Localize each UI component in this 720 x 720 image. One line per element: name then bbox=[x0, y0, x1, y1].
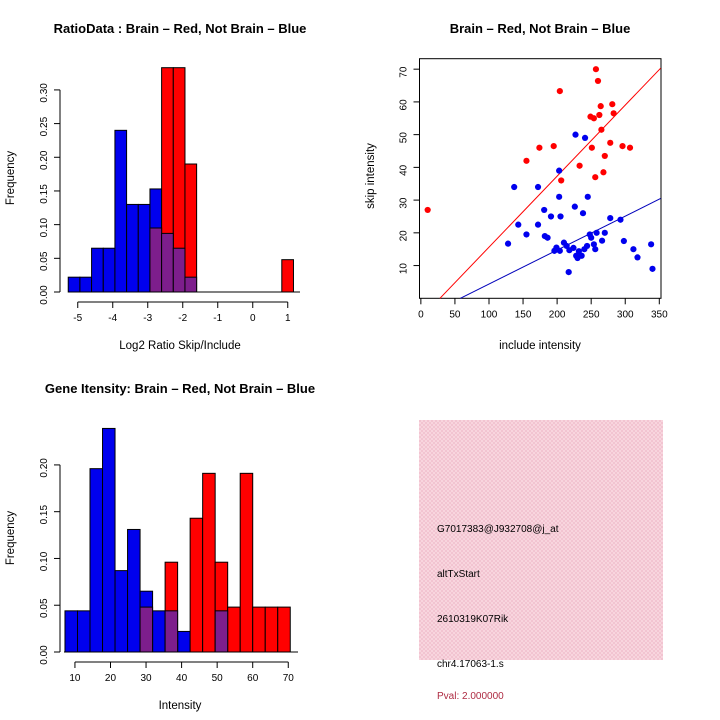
point-not-brain bbox=[541, 207, 547, 213]
y-tick-label: 0.05 bbox=[39, 598, 50, 618]
gene-info-box bbox=[419, 420, 663, 702]
point-brain bbox=[593, 66, 599, 72]
y-tick-label: 0.10 bbox=[39, 551, 50, 572]
hist-bar-not-brain bbox=[103, 428, 116, 652]
x-tick-label: 100 bbox=[480, 309, 498, 321]
point-brain bbox=[589, 145, 595, 151]
x-tick-label: 70 bbox=[282, 673, 294, 684]
gene-hist-xlabel: Intensity bbox=[158, 700, 202, 712]
point-not-brain bbox=[570, 245, 576, 251]
y-tick-label: 0.20 bbox=[39, 458, 50, 478]
x-tick-label: 0 bbox=[418, 309, 424, 321]
x-tick-label: 20 bbox=[104, 673, 117, 684]
hist-bar-not-brain bbox=[178, 631, 191, 652]
y-tick-label: 60 bbox=[398, 99, 410, 111]
panel-gene-intensity-histogram bbox=[0, 360, 360, 720]
hist-bar-not-brain bbox=[68, 277, 80, 292]
ratio-histogram-plot bbox=[0, 0, 360, 360]
plot-box bbox=[420, 59, 662, 299]
x-tick-label: 150 bbox=[514, 309, 532, 321]
gene-hist-ylabel: Frequency bbox=[5, 510, 17, 566]
point-brain bbox=[627, 145, 633, 151]
hist-bar-not-brain bbox=[92, 248, 104, 292]
point-not-brain bbox=[584, 243, 590, 249]
x-tick-label: -2 bbox=[178, 313, 188, 324]
panel-gene-info bbox=[360, 360, 720, 720]
hist-bar-brain bbox=[228, 607, 241, 652]
hist-bar-brain bbox=[185, 164, 197, 292]
point-not-brain bbox=[594, 230, 600, 236]
hist-bar-overlap bbox=[150, 228, 162, 292]
y-tick-label: 0.05 bbox=[39, 251, 50, 272]
x-tick-label: 200 bbox=[548, 309, 566, 321]
y-tick-label: 40 bbox=[398, 164, 410, 176]
hist-bar-not-brain bbox=[127, 204, 139, 292]
x-tick-label: 1 bbox=[284, 313, 291, 324]
y-tick-label: 70 bbox=[398, 66, 410, 78]
y-tick-label: 0.15 bbox=[39, 184, 50, 204]
point-not-brain bbox=[572, 132, 578, 138]
point-not-brain bbox=[607, 215, 613, 221]
hist-bar-not-brain bbox=[77, 611, 90, 652]
point-brain bbox=[611, 110, 617, 116]
point-not-brain bbox=[515, 222, 521, 228]
y-tick-label: 0.20 bbox=[39, 150, 50, 171]
x-tick-label: 30 bbox=[140, 673, 152, 684]
point-not-brain bbox=[630, 246, 636, 252]
point-not-brain bbox=[621, 238, 627, 244]
point-brain bbox=[598, 127, 604, 133]
point-brain bbox=[592, 174, 598, 180]
point-not-brain bbox=[572, 204, 578, 210]
point-brain bbox=[536, 145, 542, 151]
point-not-brain bbox=[505, 241, 511, 247]
y-tick-label: 0.00 bbox=[39, 645, 50, 665]
panel-ratio-histogram bbox=[0, 0, 360, 360]
point-not-brain bbox=[602, 230, 608, 236]
hist-bar-overlap bbox=[140, 607, 153, 652]
hist-bar-brain bbox=[240, 473, 253, 652]
point-not-brain bbox=[511, 184, 517, 190]
y-tick-label: 0.00 bbox=[39, 285, 50, 305]
point-not-brain bbox=[599, 238, 605, 244]
scatter-title: Brain – Red, Not Brain – Blue bbox=[449, 21, 631, 36]
x-tick-label: -4 bbox=[108, 313, 118, 324]
point-brain bbox=[602, 153, 608, 159]
hist-bar-not-brain bbox=[115, 571, 128, 652]
x-tick-label: -5 bbox=[73, 313, 83, 324]
ratio-hist-xlabel: Log2 Ratio Skip/Include bbox=[119, 340, 241, 352]
panel-intensity-scatter bbox=[360, 0, 720, 360]
point-brain bbox=[425, 207, 431, 213]
hist-bar-not-brain bbox=[103, 248, 115, 292]
point-brain bbox=[598, 103, 604, 109]
point-not-brain bbox=[617, 217, 623, 223]
point-brain bbox=[609, 101, 615, 107]
point-brain bbox=[595, 78, 601, 84]
x-tick-label: 50 bbox=[449, 309, 461, 321]
gene-symbol-text: 2610319K07Rik bbox=[437, 614, 509, 625]
pval-text: Pval: 2.000000 bbox=[437, 691, 504, 702]
hist-bar-overlap bbox=[165, 611, 178, 652]
hist-bar-brain bbox=[282, 260, 294, 292]
point-not-brain bbox=[582, 135, 588, 141]
point-not-brain bbox=[556, 194, 562, 200]
hist-bar-brain bbox=[190, 518, 203, 652]
point-not-brain bbox=[556, 168, 562, 174]
point-brain bbox=[551, 143, 557, 149]
y-tick-label: 0.15 bbox=[39, 504, 50, 525]
probe-id-text: G7017383@J932708@j_at bbox=[437, 524, 559, 535]
point-not-brain bbox=[535, 184, 541, 190]
fit-line bbox=[440, 68, 661, 298]
intensity-scatter-plot bbox=[360, 0, 720, 360]
point-not-brain bbox=[557, 213, 563, 219]
gene-intensity-histogram-plot bbox=[0, 360, 360, 720]
x-tick-label: -1 bbox=[213, 313, 223, 324]
ratio-hist-title: RatioData : Brain – Red, Not Brain – Blue bbox=[53, 21, 307, 36]
x-tick-label: 300 bbox=[616, 309, 634, 321]
point-brain bbox=[591, 115, 597, 121]
hist-bar-not-brain bbox=[128, 529, 141, 652]
hist-bar-not-brain bbox=[153, 611, 166, 652]
point-not-brain bbox=[574, 255, 580, 261]
x-tick-label: 350 bbox=[650, 309, 668, 321]
y-tick-label: 0.10 bbox=[39, 217, 50, 238]
point-brain bbox=[600, 169, 606, 175]
point-brain bbox=[607, 140, 613, 146]
point-brain bbox=[523, 158, 529, 164]
x-tick-label: -3 bbox=[143, 313, 153, 324]
y-tick-label: 50 bbox=[398, 132, 410, 144]
y-tick-label: 20 bbox=[398, 230, 410, 242]
point-not-brain bbox=[557, 248, 563, 254]
hist-bar-not-brain bbox=[80, 277, 92, 292]
ratio-hist-ylabel: Frequency bbox=[5, 150, 17, 206]
point-brain bbox=[558, 177, 564, 183]
scatter-ylabel: skip intensity bbox=[365, 143, 377, 209]
point-brain bbox=[576, 163, 582, 169]
hist-bar-overlap bbox=[185, 277, 197, 292]
point-not-brain bbox=[544, 235, 550, 241]
point-not-brain bbox=[585, 194, 591, 200]
point-not-brain bbox=[587, 231, 593, 237]
point-not-brain bbox=[566, 269, 572, 275]
hist-bar-brain bbox=[265, 607, 278, 652]
hist-bar-not-brain bbox=[138, 204, 150, 292]
hist-bar-brain bbox=[278, 607, 291, 652]
point-not-brain bbox=[580, 210, 586, 216]
x-tick-label: 0 bbox=[249, 313, 256, 324]
point-not-brain bbox=[634, 254, 640, 260]
hist-bar-brain bbox=[203, 473, 216, 652]
point-not-brain bbox=[535, 222, 541, 228]
y-tick-label: 10 bbox=[398, 263, 410, 275]
hist-bar-not-brain bbox=[65, 611, 78, 652]
gene-hist-title: Gene Itensity: Brain – Red, Not Brain – Blue bbox=[44, 381, 316, 396]
x-tick-label: 250 bbox=[582, 309, 600, 321]
hist-bar-overlap bbox=[215, 611, 228, 652]
hist-bar-not-brain bbox=[115, 130, 127, 292]
x-tick-label: 10 bbox=[69, 673, 81, 684]
hist-bar-brain bbox=[253, 607, 266, 652]
point-not-brain bbox=[592, 246, 598, 252]
y-tick-label: 0.30 bbox=[39, 83, 50, 103]
hist-bar-not-brain bbox=[90, 469, 103, 652]
point-not-brain bbox=[523, 231, 529, 237]
point-not-brain bbox=[648, 241, 654, 247]
y-tick-label: 0.25 bbox=[39, 116, 50, 137]
hist-bar-overlap bbox=[173, 248, 185, 292]
point-brain bbox=[557, 88, 563, 94]
locus-text: chr4.17063-1.s bbox=[437, 659, 504, 670]
point-brain bbox=[619, 143, 625, 149]
y-tick-label: 30 bbox=[398, 197, 410, 209]
x-tick-label: 40 bbox=[176, 673, 188, 684]
hist-bar-overlap bbox=[162, 233, 174, 292]
x-tick-label: 50 bbox=[211, 673, 223, 684]
point-brain bbox=[596, 112, 602, 118]
point-not-brain bbox=[649, 266, 655, 272]
scatter-xlabel: include intensity bbox=[499, 340, 581, 352]
x-tick-label: 60 bbox=[247, 673, 259, 684]
point-not-brain bbox=[548, 213, 554, 219]
event-type-text: altTxStart bbox=[437, 569, 480, 580]
